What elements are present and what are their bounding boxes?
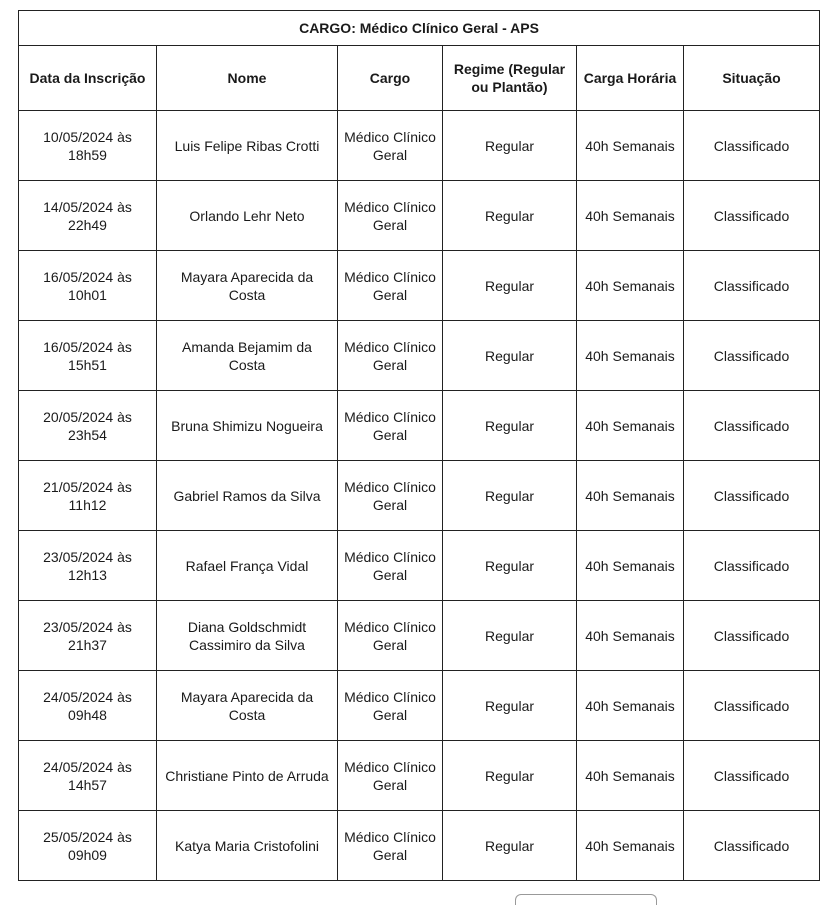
cell-name: Katya Maria Cristofolini [157, 811, 338, 881]
cell-carga: 40h Semanais [577, 601, 684, 671]
table-body [19, 111, 820, 881]
cell-cargo: Médico Clínico Geral [338, 461, 443, 531]
cell-situacao: Classificado [684, 671, 820, 741]
table-row [19, 321, 820, 391]
cell-cargo: Médico Clínico Geral [338, 671, 443, 741]
table-row [19, 811, 820, 881]
cell-cargo: Médico Clínico Geral [338, 531, 443, 601]
cell-date: 16/05/2024 às 10h01 [19, 251, 157, 321]
cell-name: Rafael França Vidal [157, 531, 338, 601]
cell-situacao: Classificado [684, 181, 820, 251]
classification-table-container [18, 10, 819, 881]
cell-situacao: Classificado [684, 111, 820, 181]
cell-situacao: Classificado [684, 461, 820, 531]
cell-regime: Regular [443, 671, 577, 741]
cell-carga: 40h Semanais [577, 111, 684, 181]
table-row [19, 461, 820, 531]
cell-date: 23/05/2024 às 21h37 [19, 601, 157, 671]
cell-cargo: Médico Clínico Geral [338, 741, 443, 811]
cell-cargo: Médico Clínico Geral [338, 111, 443, 181]
table-row [19, 111, 820, 181]
header-carga: Carga Horária [577, 46, 684, 111]
table-row [19, 531, 820, 601]
header-cargo: Cargo [338, 46, 443, 111]
cell-regime: Regular [443, 741, 577, 811]
cell-name: Mayara Aparecida da Costa [157, 671, 338, 741]
table-row [19, 251, 820, 321]
cell-date: 25/05/2024 às 09h09 [19, 811, 157, 881]
cell-situacao: Classificado [684, 321, 820, 391]
table-row [19, 671, 820, 741]
cell-name: Christiane Pinto de Arruda [157, 741, 338, 811]
table-header-row [19, 46, 820, 111]
cell-cargo: Médico Clínico Geral [338, 811, 443, 881]
cell-regime: Regular [443, 461, 577, 531]
cell-name: Diana Goldschmidt Cassimiro da Silva [157, 601, 338, 671]
cell-carga: 40h Semanais [577, 321, 684, 391]
header-date: Data da Inscrição [19, 46, 157, 111]
table-title-row [19, 11, 820, 46]
cell-name: Orlando Lehr Neto [157, 181, 338, 251]
cell-name: Gabriel Ramos da Silva [157, 461, 338, 531]
cell-regime: Regular [443, 811, 577, 881]
cell-carga: 40h Semanais [577, 461, 684, 531]
cell-cargo: Médico Clínico Geral [338, 321, 443, 391]
cell-cargo: Médico Clínico Geral [338, 601, 443, 671]
cell-regime: Regular [443, 531, 577, 601]
cell-carga: 40h Semanais [577, 741, 684, 811]
cell-date: 10/05/2024 às 18h59 [19, 111, 157, 181]
cell-date: 24/05/2024 às 09h48 [19, 671, 157, 741]
cell-carga: 40h Semanais [577, 251, 684, 321]
cell-cargo: Médico Clínico Geral [338, 391, 443, 461]
cell-carga: 40h Semanais [577, 671, 684, 741]
table-row [19, 601, 820, 671]
table-row [19, 391, 820, 461]
cell-name: Mayara Aparecida da Costa [157, 251, 338, 321]
cell-regime: Regular [443, 251, 577, 321]
cell-date: 21/05/2024 às 11h12 [19, 461, 157, 531]
cell-regime: Regular [443, 601, 577, 671]
cell-situacao: Classificado [684, 531, 820, 601]
cell-situacao: Classificado [684, 811, 820, 881]
classification-table [18, 10, 820, 881]
cell-carga: 40h Semanais [577, 531, 684, 601]
cell-regime: Regular [443, 181, 577, 251]
header-name: Nome [157, 46, 338, 111]
cell-name: Bruna Shimizu Nogueira [157, 391, 338, 461]
cell-regime: Regular [443, 111, 577, 181]
cell-date: 14/05/2024 às 22h49 [19, 181, 157, 251]
cell-date: 20/05/2024 às 23h54 [19, 391, 157, 461]
cell-situacao: Classificado [684, 391, 820, 461]
cell-regime: Regular [443, 391, 577, 461]
cell-name: Luis Felipe Ribas Crotti [157, 111, 338, 181]
cell-date: 24/05/2024 às 14h57 [19, 741, 157, 811]
header-regime: Regime (Regular ou Plantão) [443, 46, 577, 111]
cell-cargo: Médico Clínico Geral [338, 251, 443, 321]
cell-date: 16/05/2024 às 15h51 [19, 321, 157, 391]
cell-date: 23/05/2024 às 12h13 [19, 531, 157, 601]
table-title: CARGO: Médico Clínico Geral - APS [19, 11, 820, 46]
cell-situacao: Classificado [684, 251, 820, 321]
cell-carga: 40h Semanais [577, 811, 684, 881]
table-row [19, 741, 820, 811]
table-row [19, 181, 820, 251]
cell-name: Amanda Bejamim da Costa [157, 321, 338, 391]
cell-carga: 40h Semanais [577, 181, 684, 251]
cell-cargo: Médico Clínico Geral [338, 181, 443, 251]
cell-situacao: Classificado [684, 741, 820, 811]
cell-regime: Regular [443, 321, 577, 391]
cell-situacao: Classificado [684, 601, 820, 671]
header-situacao: Situação [684, 46, 820, 111]
cell-carga: 40h Semanais [577, 391, 684, 461]
